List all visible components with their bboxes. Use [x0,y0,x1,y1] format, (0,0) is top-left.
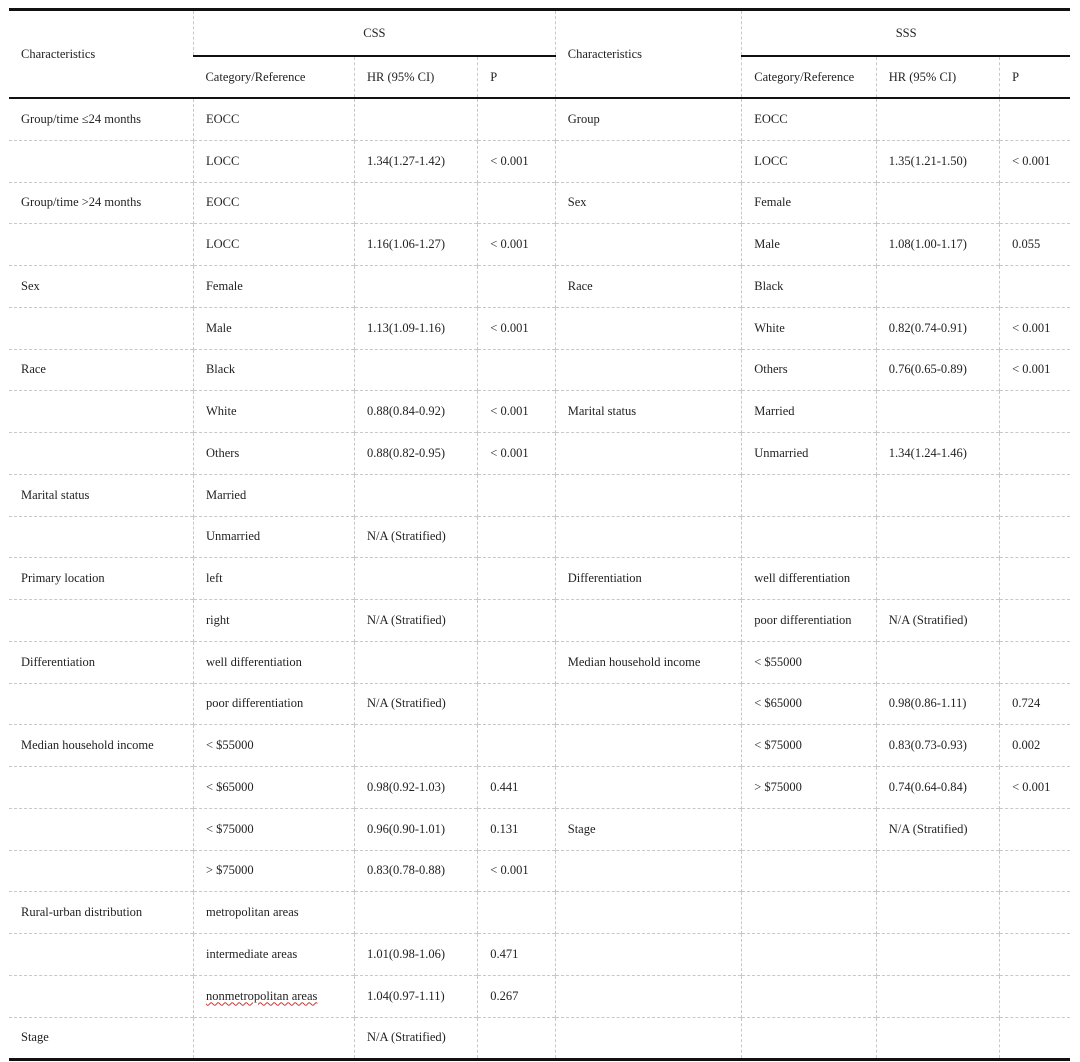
cell-category-sss: EOCC [742,98,877,140]
cell-p-sss: < 0.001 [1000,140,1070,182]
cell-p-css: 0.441 [478,767,555,809]
cell-characteristic-sss: Marital status [555,391,742,433]
cell-category-sss [742,892,877,934]
cell-p-css: 0.471 [478,934,555,976]
cell-category-sss [742,516,877,558]
cell-hr-sss: 1.35(1.21-1.50) [876,140,999,182]
cell-p-sss [1000,1017,1070,1060]
cell-characteristic-css [9,975,193,1017]
table-row [9,1017,1070,1060]
cell-category-css: Unmarried [193,516,354,558]
cell-characteristic-sss [555,600,742,642]
cell-characteristic-css: Group/time ≤24 months [9,98,193,140]
cell-characteristic-css [9,808,193,850]
cell-p-sss [1000,433,1070,475]
cell-p-css [478,516,555,558]
cell-characteristic-css [9,391,193,433]
cell-hr-sss [876,934,999,976]
cell-p-css [478,98,555,140]
cell-p-css [478,1017,555,1060]
cell-p-css: < 0.001 [478,850,555,892]
cell-category-css: Female [193,266,354,308]
cell-category-sss: Female [742,182,877,224]
table-row [9,182,1070,224]
header-css: CSS [193,10,555,57]
cell-category-css: EOCC [193,182,354,224]
cell-characteristic-css: Sex [9,266,193,308]
table-row [9,224,1070,266]
cell-category-sss [742,1017,877,1060]
cell-hr-sss: 0.98(0.86-1.11) [876,683,999,725]
cell-characteristic-css: Marital status [9,474,193,516]
table-row [9,892,1070,934]
cell-category-sss: < $65000 [742,683,877,725]
cell-category-css [193,1017,354,1060]
cell-characteristic-css [9,767,193,809]
cell-hr-sss [876,850,999,892]
cell-category-sss: Male [742,224,877,266]
cell-hr-css: 1.04(0.97-1.11) [354,975,477,1017]
cell-characteristic-sss [555,433,742,475]
cell-characteristic-sss [555,516,742,558]
cell-characteristic-sss [555,934,742,976]
table-row [9,140,1070,182]
cell-p-css: 0.267 [478,975,555,1017]
cell-p-css [478,558,555,600]
cell-characteristic-sss [555,140,742,182]
table-row [9,516,1070,558]
cell-hr-css: 0.96(0.90-1.01) [354,808,477,850]
table-row [9,934,1070,976]
cell-characteristic-css [9,850,193,892]
cell-characteristic-sss: Median household income [555,641,742,683]
cell-p-css: < 0.001 [478,140,555,182]
cell-characteristic-css: Rural-urban distribution [9,892,193,934]
header-p-right: P [1000,56,1070,98]
cell-p-css [478,182,555,224]
cell-characteristic-css [9,516,193,558]
cell-characteristic-sss: Sex [555,182,742,224]
table-body [9,98,1070,1060]
cell-p-sss [1000,641,1070,683]
hazard-ratio-table [9,8,1070,1061]
cell-characteristic-css [9,433,193,475]
cell-p-css: < 0.001 [478,391,555,433]
cell-category-sss: Married [742,391,877,433]
cell-hr-sss [876,975,999,1017]
cell-category-sss: < $75000 [742,725,877,767]
cell-category-css: LOCC [193,224,354,266]
cell-characteristic-sss [555,767,742,809]
cell-characteristic-sss [555,850,742,892]
cell-p-sss [1000,516,1070,558]
cell-characteristic-css: Median household income [9,725,193,767]
cell-hr-css [354,558,477,600]
cell-hr-css: 1.01(0.98-1.06) [354,934,477,976]
cell-hr-sss: 1.34(1.24-1.46) [876,433,999,475]
cell-hr-css [354,98,477,140]
table-row [9,808,1070,850]
cell-category-css: EOCC [193,98,354,140]
cell-hr-sss [876,558,999,600]
cell-category-css: poor differentiation [193,683,354,725]
cell-category-sss: < $55000 [742,641,877,683]
table-row [9,641,1070,683]
cell-characteristic-css [9,683,193,725]
cell-category-css: right [193,600,354,642]
table-row [9,349,1070,391]
cell-category-css: Male [193,307,354,349]
cell-category-sss: Unmarried [742,433,877,475]
cell-category-css: < $75000 [193,808,354,850]
cell-hr-css: N/A (Stratified) [354,600,477,642]
cell-p-sss [1000,474,1070,516]
cell-characteristic-sss: Stage [555,808,742,850]
cell-p-css [478,683,555,725]
cell-hr-css: 0.88(0.84-0.92) [354,391,477,433]
cell-hr-css [354,182,477,224]
cell-hr-css [354,349,477,391]
cell-p-sss: < 0.001 [1000,307,1070,349]
cell-hr-sss: 0.74(0.64-0.84) [876,767,999,809]
cell-category-sss: poor differentiation [742,600,877,642]
cell-characteristic-css: Race [9,349,193,391]
cell-p-sss: 0.055 [1000,224,1070,266]
header-p-left: P [478,56,555,98]
cell-characteristic-sss [555,892,742,934]
cell-hr-sss: 0.82(0.74-0.91) [876,307,999,349]
cell-category-sss [742,474,877,516]
table-row [9,558,1070,600]
cell-category-css: Others [193,433,354,475]
cell-hr-css: 1.34(1.27-1.42) [354,140,477,182]
cell-category-sss [742,850,877,892]
cell-p-css [478,266,555,308]
cell-p-sss [1000,558,1070,600]
cell-characteristic-sss: Race [555,266,742,308]
table-row [9,391,1070,433]
cell-hr-css: N/A (Stratified) [354,516,477,558]
cell-hr-sss [876,892,999,934]
cell-p-css [478,725,555,767]
cell-hr-css [354,474,477,516]
cell-hr-sss: 0.83(0.73-0.93) [876,725,999,767]
cell-characteristic-css [9,140,193,182]
cell-hr-css: 0.98(0.92-1.03) [354,767,477,809]
cell-category-css: < $65000 [193,767,354,809]
cell-characteristic-css [9,307,193,349]
cell-characteristic-sss [555,474,742,516]
cell-characteristic-sss [555,975,742,1017]
table-row [9,266,1070,308]
cell-p-sss [1000,892,1070,934]
cell-p-css [478,474,555,516]
cell-p-css [478,892,555,934]
header-category-left: Category/Reference [193,56,354,98]
cell-p-sss: < 0.001 [1000,349,1070,391]
cell-p-css [478,349,555,391]
header-hr-left: HR (95% CI) [354,56,477,98]
cell-hr-css [354,725,477,767]
cell-p-sss: < 0.001 [1000,767,1070,809]
cell-characteristic-css: Differentiation [9,641,193,683]
cell-characteristic-sss [555,1017,742,1060]
table-row [9,975,1070,1017]
cell-p-sss [1000,975,1070,1017]
cell-category-css: nonmetropolitan areas [193,975,354,1017]
cell-category-sss: well differentiation [742,558,877,600]
cell-hr-sss [876,516,999,558]
cell-hr-sss: N/A (Stratified) [876,808,999,850]
cell-category-sss [742,808,877,850]
cell-category-css: White [193,391,354,433]
cell-p-sss [1000,391,1070,433]
cell-characteristic-sss [555,725,742,767]
cell-category-sss: Others [742,349,877,391]
cell-characteristic-sss: Group [555,98,742,140]
cell-characteristic-css [9,224,193,266]
header-characteristics-right: Characteristics [555,10,742,99]
cell-characteristic-css [9,600,193,642]
cell-category-css: LOCC [193,140,354,182]
cell-hr-sss [876,98,999,140]
cell-hr-sss [876,474,999,516]
cell-p-sss: 0.724 [1000,683,1070,725]
cell-characteristic-sss [555,307,742,349]
cell-hr-sss: 0.76(0.65-0.89) [876,349,999,391]
header-hr-right: HR (95% CI) [876,56,999,98]
cell-p-sss [1000,934,1070,976]
cell-p-css: < 0.001 [478,307,555,349]
cell-hr-sss [876,266,999,308]
cell-p-css: < 0.001 [478,433,555,475]
cell-hr-sss: 1.08(1.00-1.17) [876,224,999,266]
cell-category-css: Married [193,474,354,516]
cell-p-sss [1000,850,1070,892]
header-sss: SSS [742,10,1070,57]
cell-hr-css: 0.83(0.78-0.88) [354,850,477,892]
cell-category-css: intermediate areas [193,934,354,976]
cell-hr-css [354,641,477,683]
table-row [9,767,1070,809]
cell-characteristic-css [9,934,193,976]
cell-p-css [478,641,555,683]
table-row [9,725,1070,767]
table-row [9,98,1070,140]
cell-hr-sss [876,641,999,683]
cell-hr-css: 1.13(1.09-1.16) [354,307,477,349]
cell-category-sss: Black [742,266,877,308]
cell-hr-sss [876,1017,999,1060]
cell-hr-css: N/A (Stratified) [354,1017,477,1060]
cell-hr-css [354,892,477,934]
cell-hr-css: 0.88(0.82-0.95) [354,433,477,475]
header-characteristics-left: Characteristics [9,10,193,99]
cell-category-sss: > $75000 [742,767,877,809]
table-row [9,850,1070,892]
table-row [9,433,1070,475]
cell-p-sss [1000,266,1070,308]
cell-category-css: Black [193,349,354,391]
cell-p-css [478,600,555,642]
cell-hr-sss [876,391,999,433]
cell-hr-css: N/A (Stratified) [354,683,477,725]
cell-category-sss [742,975,877,1017]
cell-category-css: left [193,558,354,600]
cell-p-sss: 0.002 [1000,725,1070,767]
cell-p-sss [1000,600,1070,642]
table-row [9,474,1070,516]
table-row [9,683,1070,725]
cell-category-sss: White [742,307,877,349]
cell-category-css: metropolitan areas [193,892,354,934]
cell-characteristic-css: Primary location [9,558,193,600]
cell-characteristic-css: Group/time >24 months [9,182,193,224]
cell-hr-css: 1.16(1.06-1.27) [354,224,477,266]
cell-characteristic-sss [555,349,742,391]
cell-hr-sss [876,182,999,224]
cell-p-sss [1000,182,1070,224]
cell-category-css: < $55000 [193,725,354,767]
cell-characteristic-sss [555,683,742,725]
cell-category-sss [742,934,877,976]
cell-p-css: 0.131 [478,808,555,850]
cell-p-sss [1000,98,1070,140]
cell-characteristic-css: Stage [9,1017,193,1060]
cell-category-sss: LOCC [742,140,877,182]
cell-category-css: well differentiation [193,641,354,683]
cell-characteristic-sss: Differentiation [555,558,742,600]
cell-p-css: < 0.001 [478,224,555,266]
table-row [9,600,1070,642]
results-table-container [9,8,1070,1061]
cell-p-sss [1000,808,1070,850]
cell-hr-sss: N/A (Stratified) [876,600,999,642]
cell-characteristic-sss [555,224,742,266]
table-row [9,307,1070,349]
cell-category-css: > $75000 [193,850,354,892]
header-category-right: Category/Reference [742,56,877,98]
cell-hr-css [354,266,477,308]
